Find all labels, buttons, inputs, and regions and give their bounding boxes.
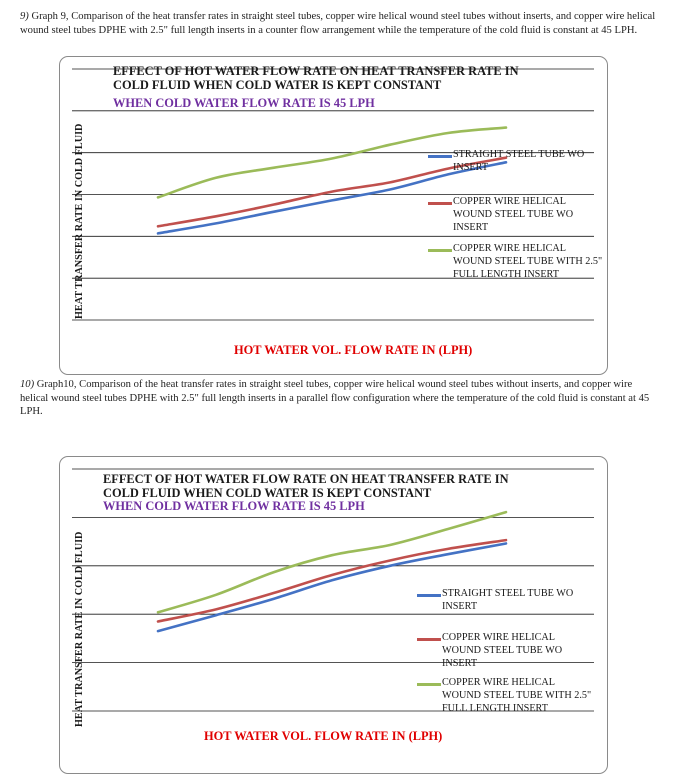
legend-swatch [428,249,452,252]
legend-swatch [428,155,452,158]
chart-subtitle: WHEN COLD WATER FLOW RATE IS 45 LPH [103,499,365,513]
chart-title [103,473,509,500]
caption-text: Graph10, Comparison of the heat transfer rates in straight steel tubes, copper wire helical wound steel tubes without inserts, and copper wire helical wound steel tubes DPHE with 2.5" full length inserts in a parallel flow configuration where the temperature of the cold fluid is constant at 45 LPH. [20,379,650,418]
legend-label: STRAIGHT STEEL TUBE WO INSERT [442,588,574,612]
legend-swatch [428,202,452,205]
x-axis-label: HOT WATER VOL. FLOW RATE IN (LPH) [234,343,473,357]
chart-title-line: EFFECT OF HOT WATER FLOW RATE ON HEAT TRANSFER RATE IN [103,472,509,486]
chart-subtitle: WHEN COLD WATER FLOW RATE IS 45 LPH [113,96,375,110]
chart-title-line: COLD FLUID WHEN COLD WATER IS KEPT CONSTANT [103,485,432,500]
chart-title-line: COLD FLUID WHEN COLD WATER IS KEPT CONSTANT [113,77,442,92]
x-axis-label: HOT WATER VOL. FLOW RATE IN (LPH) [204,729,443,743]
legend-label: STRAIGHT STEEL TUBE WO INSERT [453,149,585,173]
y-axis-label: HEAT TRANSFER RATE IN COLD FLUID [74,531,85,727]
chart-graph-9 [59,56,608,375]
caption-number: 9) [20,11,29,22]
chart-title-line: EFFECT OF HOT WATER FLOW RATE ON HEAT TRANSFER RATE IN [113,64,519,78]
legend-label: COPPER WIRE HELICAL WOUND STEEL TUBE WO INSERT [453,196,574,233]
chart-graph-10 [59,456,608,774]
caption-graph-9 [20,10,660,37]
legend-label: COPPER WIRE HELICAL WOUND STEEL TUBE WO INSERT [442,632,563,669]
caption-text: Graph 9, Comparison of the heat transfer rates in straight steel tubes, copper wire helical wound steel tubes without inserts, and copper wire helical wound steel tubes DPHE with 2.5" full length inserts in a counter flow arrangement while the temperature of the cold fluid is constant at 45 LPH. [20,11,656,36]
legend-label: COPPER WIRE HELICAL WOUND STEEL TUBE WITH 2.5" FULL LENGTH INSERT [453,243,603,280]
legend-swatch [417,594,441,597]
y-axis-label: HEAT TRANSFER RATE IN COLD FLUID [74,123,85,319]
chart-title [113,65,519,92]
legend-swatch [417,683,441,686]
caption-number: 10) [20,379,35,390]
caption-graph-10 [20,378,660,419]
legend-label: COPPER WIRE HELICAL WOUND STEEL TUBE WITH 2.5" FULL LENGTH INSERT [442,677,592,714]
legend-swatch [417,638,441,641]
